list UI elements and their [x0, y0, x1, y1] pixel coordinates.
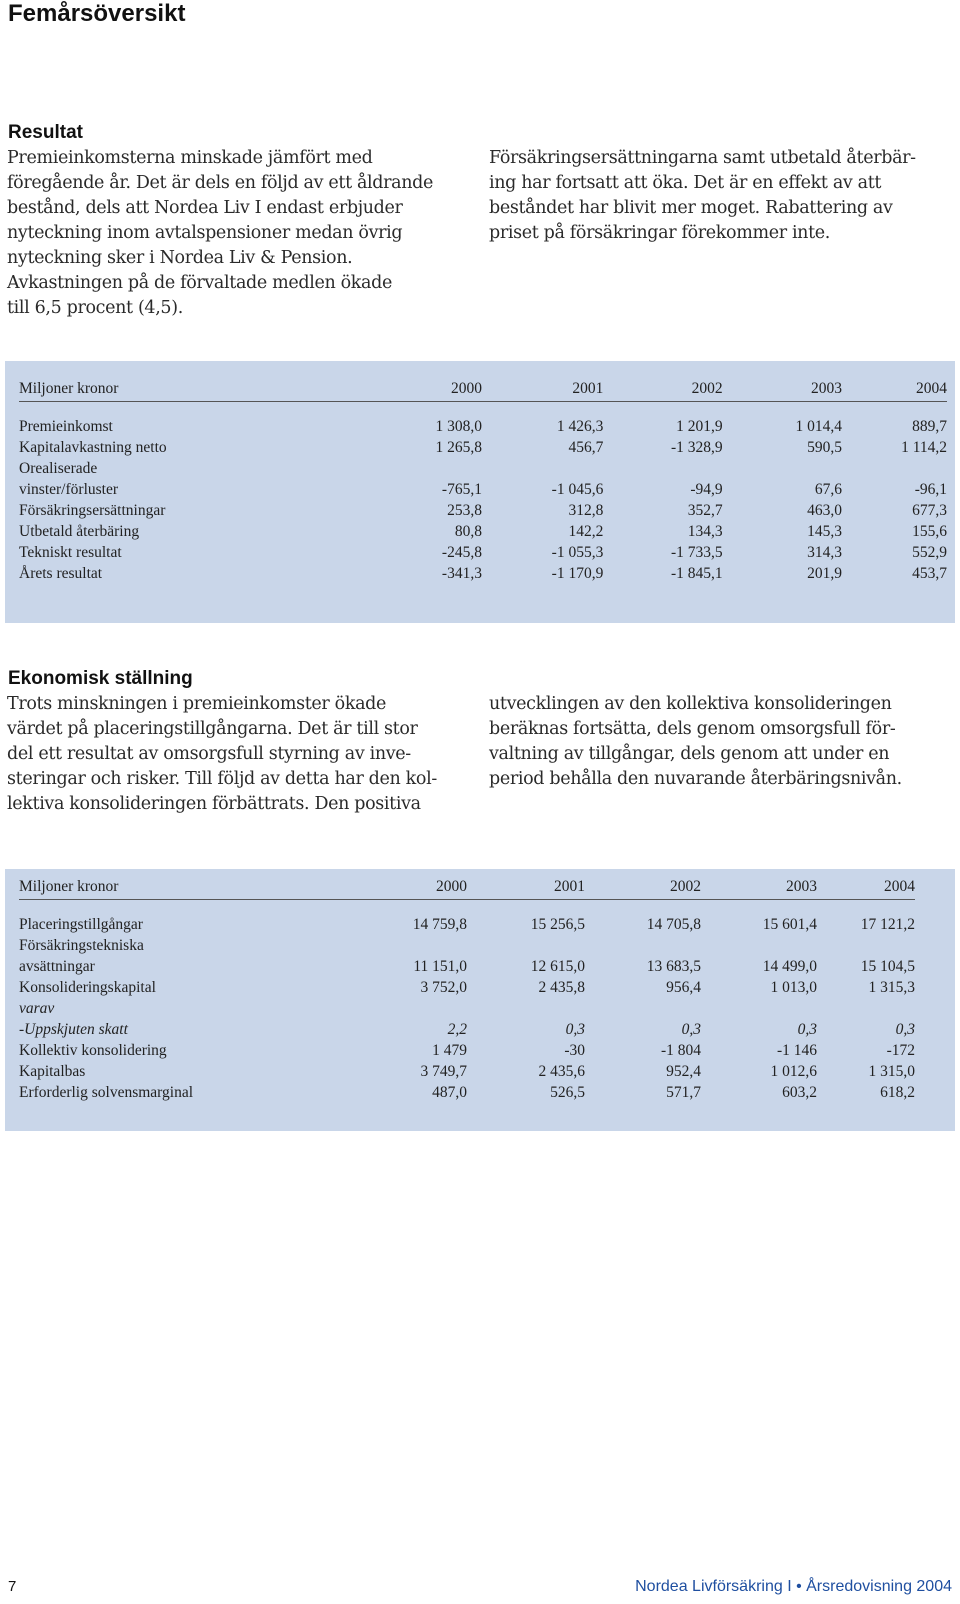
text-line: Trots minskningen i premieinkomster ökade	[7, 694, 387, 714]
cell: -96,1	[914, 481, 947, 498]
row-label: Orealiserade	[19, 460, 98, 477]
cell	[482, 458, 603, 479]
table-row	[19, 437, 947, 458]
cell: 3 749,7	[420, 1063, 467, 1080]
cell	[359, 458, 482, 479]
year-header: 2004	[817, 875, 915, 900]
text-line: beståndet har blivit mer moget. Rabattering av	[489, 198, 893, 218]
row-label: Försäkringsersättningar	[19, 502, 166, 519]
cell: 889,7	[912, 418, 947, 435]
cell: -172	[886, 1042, 915, 1059]
cell	[349, 998, 467, 1019]
year-header: 2001	[482, 377, 603, 402]
row-label: -Uppskjuten skatt	[19, 1021, 128, 1038]
cell: 0,3	[565, 1021, 585, 1038]
table-row	[19, 998, 915, 1019]
results-table-panel	[5, 361, 955, 623]
cell: -1 845,1	[671, 565, 723, 582]
row-label: Kapitalavkastning netto	[19, 439, 167, 456]
text-line: till 6,5 procent (4,5).	[7, 298, 183, 318]
unit-label: Miljoner kronor	[19, 377, 359, 402]
resultat-text-col2	[489, 146, 954, 246]
table-row	[19, 1019, 915, 1040]
cell: 552,9	[912, 544, 947, 561]
cell	[723, 458, 842, 479]
cell: 1 479	[432, 1042, 467, 1059]
cell: -1 328,9	[671, 439, 723, 456]
text-line: lektiva konsolideringen förbättrats. Den positiva	[7, 794, 421, 814]
resultat-text-col1	[7, 146, 467, 321]
table-row	[19, 1082, 915, 1103]
table-row	[19, 1061, 915, 1082]
cell: -94,9	[690, 481, 723, 498]
cell: 1 308,0	[435, 418, 482, 435]
cell: 14 499,0	[762, 958, 817, 975]
section-heading-resultat: Resultat	[8, 122, 83, 143]
cell	[467, 998, 585, 1019]
cell: 1 315,3	[868, 979, 915, 996]
cell: 956,4	[666, 979, 701, 996]
table-header-row	[19, 875, 915, 900]
row-label: Placeringstillgångar	[19, 916, 143, 933]
cell: 526,5	[550, 1084, 585, 1101]
year-header: 2002	[603, 377, 722, 402]
cell: 2 435,8	[538, 979, 585, 996]
text-line: nyteckning sker i Nordea Liv & Pension.	[7, 248, 353, 268]
cell: -341,3	[441, 565, 482, 582]
cell: 314,3	[807, 544, 842, 561]
cell	[349, 935, 467, 956]
cell: 1 426,3	[556, 418, 604, 435]
text-line: Försäkringsersättningarna samt utbetald återbär-	[489, 148, 916, 168]
table-row	[19, 563, 947, 584]
cell: -1 804	[660, 1042, 701, 1059]
text-line: period behålla den nuvarande återbäringsnivån.	[489, 769, 902, 789]
cell	[585, 935, 701, 956]
year-header: 2000	[359, 377, 482, 402]
text-line: värdet på placeringstillgångarna. Det är till stor	[7, 719, 418, 739]
cell	[701, 998, 817, 1019]
cell	[842, 458, 947, 479]
year-header: 2001	[467, 875, 585, 900]
table-row	[19, 1040, 915, 1061]
table-row	[19, 542, 947, 563]
text-line: beräknas fortsätta, dels genom omsorgsfull för-	[489, 719, 896, 739]
row-label: vinster/förluster	[19, 481, 119, 498]
financial-position-table	[19, 875, 915, 1103]
cell: 603,2	[782, 1084, 817, 1101]
ekonomisk-text-col1	[7, 692, 467, 817]
table-row	[19, 935, 915, 956]
year-header: 2002	[585, 875, 701, 900]
row-label: avsättningar	[19, 958, 95, 975]
cell: 2 435,6	[538, 1063, 585, 1080]
cell: 1 114,2	[901, 439, 947, 456]
row-label: varav	[19, 1000, 55, 1017]
cell: 155,6	[912, 523, 947, 540]
cell: 352,7	[687, 502, 723, 519]
cell: 1 014,4	[795, 418, 842, 435]
cell	[585, 998, 701, 1019]
row-label: Erforderlig solvensmarginal	[19, 1084, 194, 1101]
cell: 14 759,8	[412, 916, 467, 933]
row-label: Årets resultat	[19, 565, 103, 582]
text-line: föregående år. Det är dels en följd av ett åldrande	[7, 173, 434, 193]
cell: -1 170,9	[551, 565, 604, 582]
cell: 0,3	[895, 1021, 915, 1038]
cell: -1 045,6	[551, 481, 604, 498]
cell: 15 104,5	[860, 958, 915, 975]
table-row	[19, 458, 947, 479]
table-header-row	[19, 377, 947, 402]
cell	[467, 935, 585, 956]
year-header: 2000	[349, 875, 467, 900]
cell: 67,6	[814, 481, 842, 498]
cell: 1 201,9	[676, 418, 723, 435]
results-table	[19, 377, 947, 584]
cell: 145,3	[807, 523, 842, 540]
row-label: Kapitalbas	[19, 1063, 86, 1080]
year-header: 2003	[723, 377, 842, 402]
cell: 677,3	[912, 502, 947, 519]
cell: 17 121,2	[860, 916, 915, 933]
cell	[817, 935, 915, 956]
cell: 463,0	[807, 502, 842, 519]
cell: -1 055,3	[551, 544, 604, 561]
row-label: Försäkringstekniska	[19, 937, 144, 954]
text-line: utvecklingen av den kollektiva konsolideringen	[489, 694, 892, 714]
table-row	[19, 416, 947, 437]
cell: 3 752,0	[420, 979, 467, 996]
cell: 134,3	[687, 523, 723, 540]
footer-brand: Nordea Livförsäkring I • Årsredovisning 2004	[635, 1578, 952, 1595]
cell: 12 615,0	[530, 958, 585, 975]
table-row	[19, 521, 947, 542]
row-label: Tekniskt resultat	[19, 544, 122, 561]
cell: 15 256,5	[530, 916, 585, 933]
page-number: 7	[8, 1578, 17, 1595]
cell: -765,1	[441, 481, 482, 498]
text-line: Avkastningen på de förvaltade medlen ökade	[7, 273, 392, 293]
cell: 1 013,0	[770, 979, 817, 996]
cell	[603, 458, 722, 479]
cell: 2,2	[447, 1021, 467, 1038]
cell: -1 733,5	[671, 544, 723, 561]
text-line: Premieinkomsterna minskade jämfört med	[7, 148, 373, 168]
cell: 15 601,4	[762, 916, 817, 933]
cell: 253,8	[447, 502, 482, 519]
table-row	[19, 500, 947, 521]
text-line: steringar och risker. Till följd av detta har den kol-	[7, 769, 437, 789]
cell: 453,7	[912, 565, 947, 582]
cell: 1 315,0	[868, 1063, 915, 1080]
cell: 1 265,8	[435, 439, 482, 456]
cell: 0,3	[797, 1021, 817, 1038]
cell: 201,9	[807, 565, 842, 582]
cell: 312,8	[568, 502, 604, 519]
table-row	[19, 914, 915, 935]
cell: -1 146	[776, 1042, 817, 1059]
cell: 487,0	[432, 1084, 467, 1101]
financial-position-table-panel	[5, 869, 955, 1131]
cell: 456,7	[568, 439, 604, 456]
table-row	[19, 479, 947, 500]
text-line: valtning av tillgångar, dels genom att under en	[489, 744, 890, 764]
table-row	[19, 956, 915, 977]
text-line: bestånd, dels att Nordea Liv I endast erbjuder	[7, 198, 403, 218]
cell: 13 683,5	[646, 958, 701, 975]
year-header: 2003	[701, 875, 817, 900]
cell	[701, 935, 817, 956]
page-title: Femårsöversikt	[8, 0, 186, 27]
unit-label: Miljoner kronor	[19, 875, 349, 900]
cell: 618,2	[880, 1084, 915, 1101]
cell: 80,8	[454, 523, 482, 540]
cell: -245,8	[441, 544, 482, 561]
row-label: Kollektiv konsolidering	[19, 1042, 167, 1059]
text-line: priset på försäkringar förekommer inte.	[489, 223, 831, 243]
year-header: 2004	[842, 377, 947, 402]
section-heading-ekonomisk: Ekonomisk ställning	[8, 668, 193, 689]
text-line: ing har fortsatt att öka. Det är en effekt av att	[489, 173, 882, 193]
cell: -30	[564, 1042, 585, 1059]
row-label: Konsolideringskapital	[19, 979, 156, 996]
cell: 142,2	[568, 523, 604, 540]
cell	[817, 998, 915, 1019]
cell: 14 705,8	[646, 916, 701, 933]
ekonomisk-text-col2	[489, 692, 954, 792]
cell: 571,7	[666, 1084, 701, 1101]
table-row	[19, 977, 915, 998]
row-label: Premieinkomst	[19, 418, 113, 435]
cell: 952,4	[666, 1063, 701, 1080]
text-line: del ett resultat av omsorgsfull styrning av inve-	[7, 744, 411, 764]
text-line: nyteckning inom avtalspensioner medan övrig	[7, 223, 403, 243]
cell: 1 012,6	[770, 1063, 817, 1080]
row-label: Utbetald återbäring	[19, 523, 140, 540]
cell: 11 151,0	[413, 958, 467, 975]
cell: 590,5	[807, 439, 842, 456]
cell: 0,3	[681, 1021, 701, 1038]
